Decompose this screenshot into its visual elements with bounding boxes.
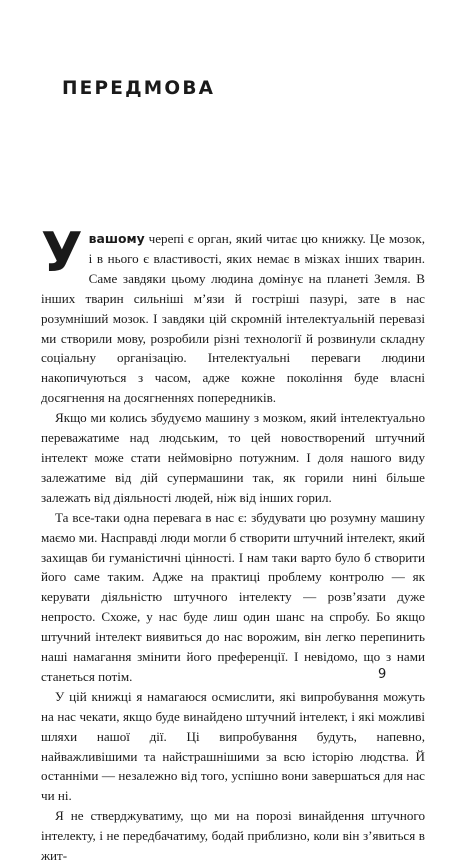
- lead-word: вашому: [88, 231, 145, 246]
- drop-cap: У: [41, 221, 83, 284]
- chapter-heading: ПЕРЕДМОВА: [62, 78, 216, 99]
- page-number: 9: [378, 667, 387, 682]
- paragraph-3: Та все-таки одна перевага в нас є: збудувати цю розумну машину маємо ми. Насправді люди могли б створити штучний інтелект, який захищав би гуманістичні цінності. І нам таки варто було б створити його саме таким. Адже на практиці проблему контролю — як керувати діяльністю штучного інтелекту — розв’язати дуже непросто. Схоже, у нас буде лиш один шанс на спробу. Бо якщо штучний інтелект виявиться до нас ворожим, він легко перепинить наші намагання змінити його преференції. І невідомо, що з нами станеться потім.: [41, 509, 425, 684]
- paragraph-1-text: черепі є орган, який читає цю книжку. Це мозок, і в нього є властивості, яких немає в мізках інших тварин. Саме завдяки цьому людина домінує на планеті Земля. В інших тварин сильніші м’язи й гостріші пазурі, зате в нас розумніший мозок. І завдяки цій скромній інтелектуальній перевазі ми створили мову, розробили різні технології й розвинули складну соціальну організацію. Інтелектуальні переваги людини накопичуються з часом, адже кожне покоління буде власні досягнення на досягненнях попередників.: [41, 231, 425, 406]
- paragraph-1: [41, 221, 425, 408]
- paragraph-2: Якщо ми колись збудуємо машину з мозком, який інтелектуально переважатиме над людським, то цей новостворений штучний інтелект може стати неймовірно потужним. І доля нашого виду залежатиме від дій супермашини так, як горили нині більше залежать від діяльності людей, ніж від інших горил.: [41, 410, 425, 505]
- paragraph-4: У цій книжці я намагаюся осмислити, які випробування можуть на нас чекати, якщо буде винайдено штучний інтелект, і які можливі шляхи нашої дії. Ці випробування будуть, напевно, найважливішими та найстрашнішими за всю історію людства. Й останніми — незалежно від того, успішно вони завершаться для нас чи ні.: [41, 688, 425, 804]
- paragraph-5: Я не стверджуватиму, що ми на порозі винайдення штучного інтелекту, і не передбачатиму, бодай приблизно, коли він з’явиться в жит-: [41, 808, 425, 864]
- chapter-body: [41, 221, 425, 866]
